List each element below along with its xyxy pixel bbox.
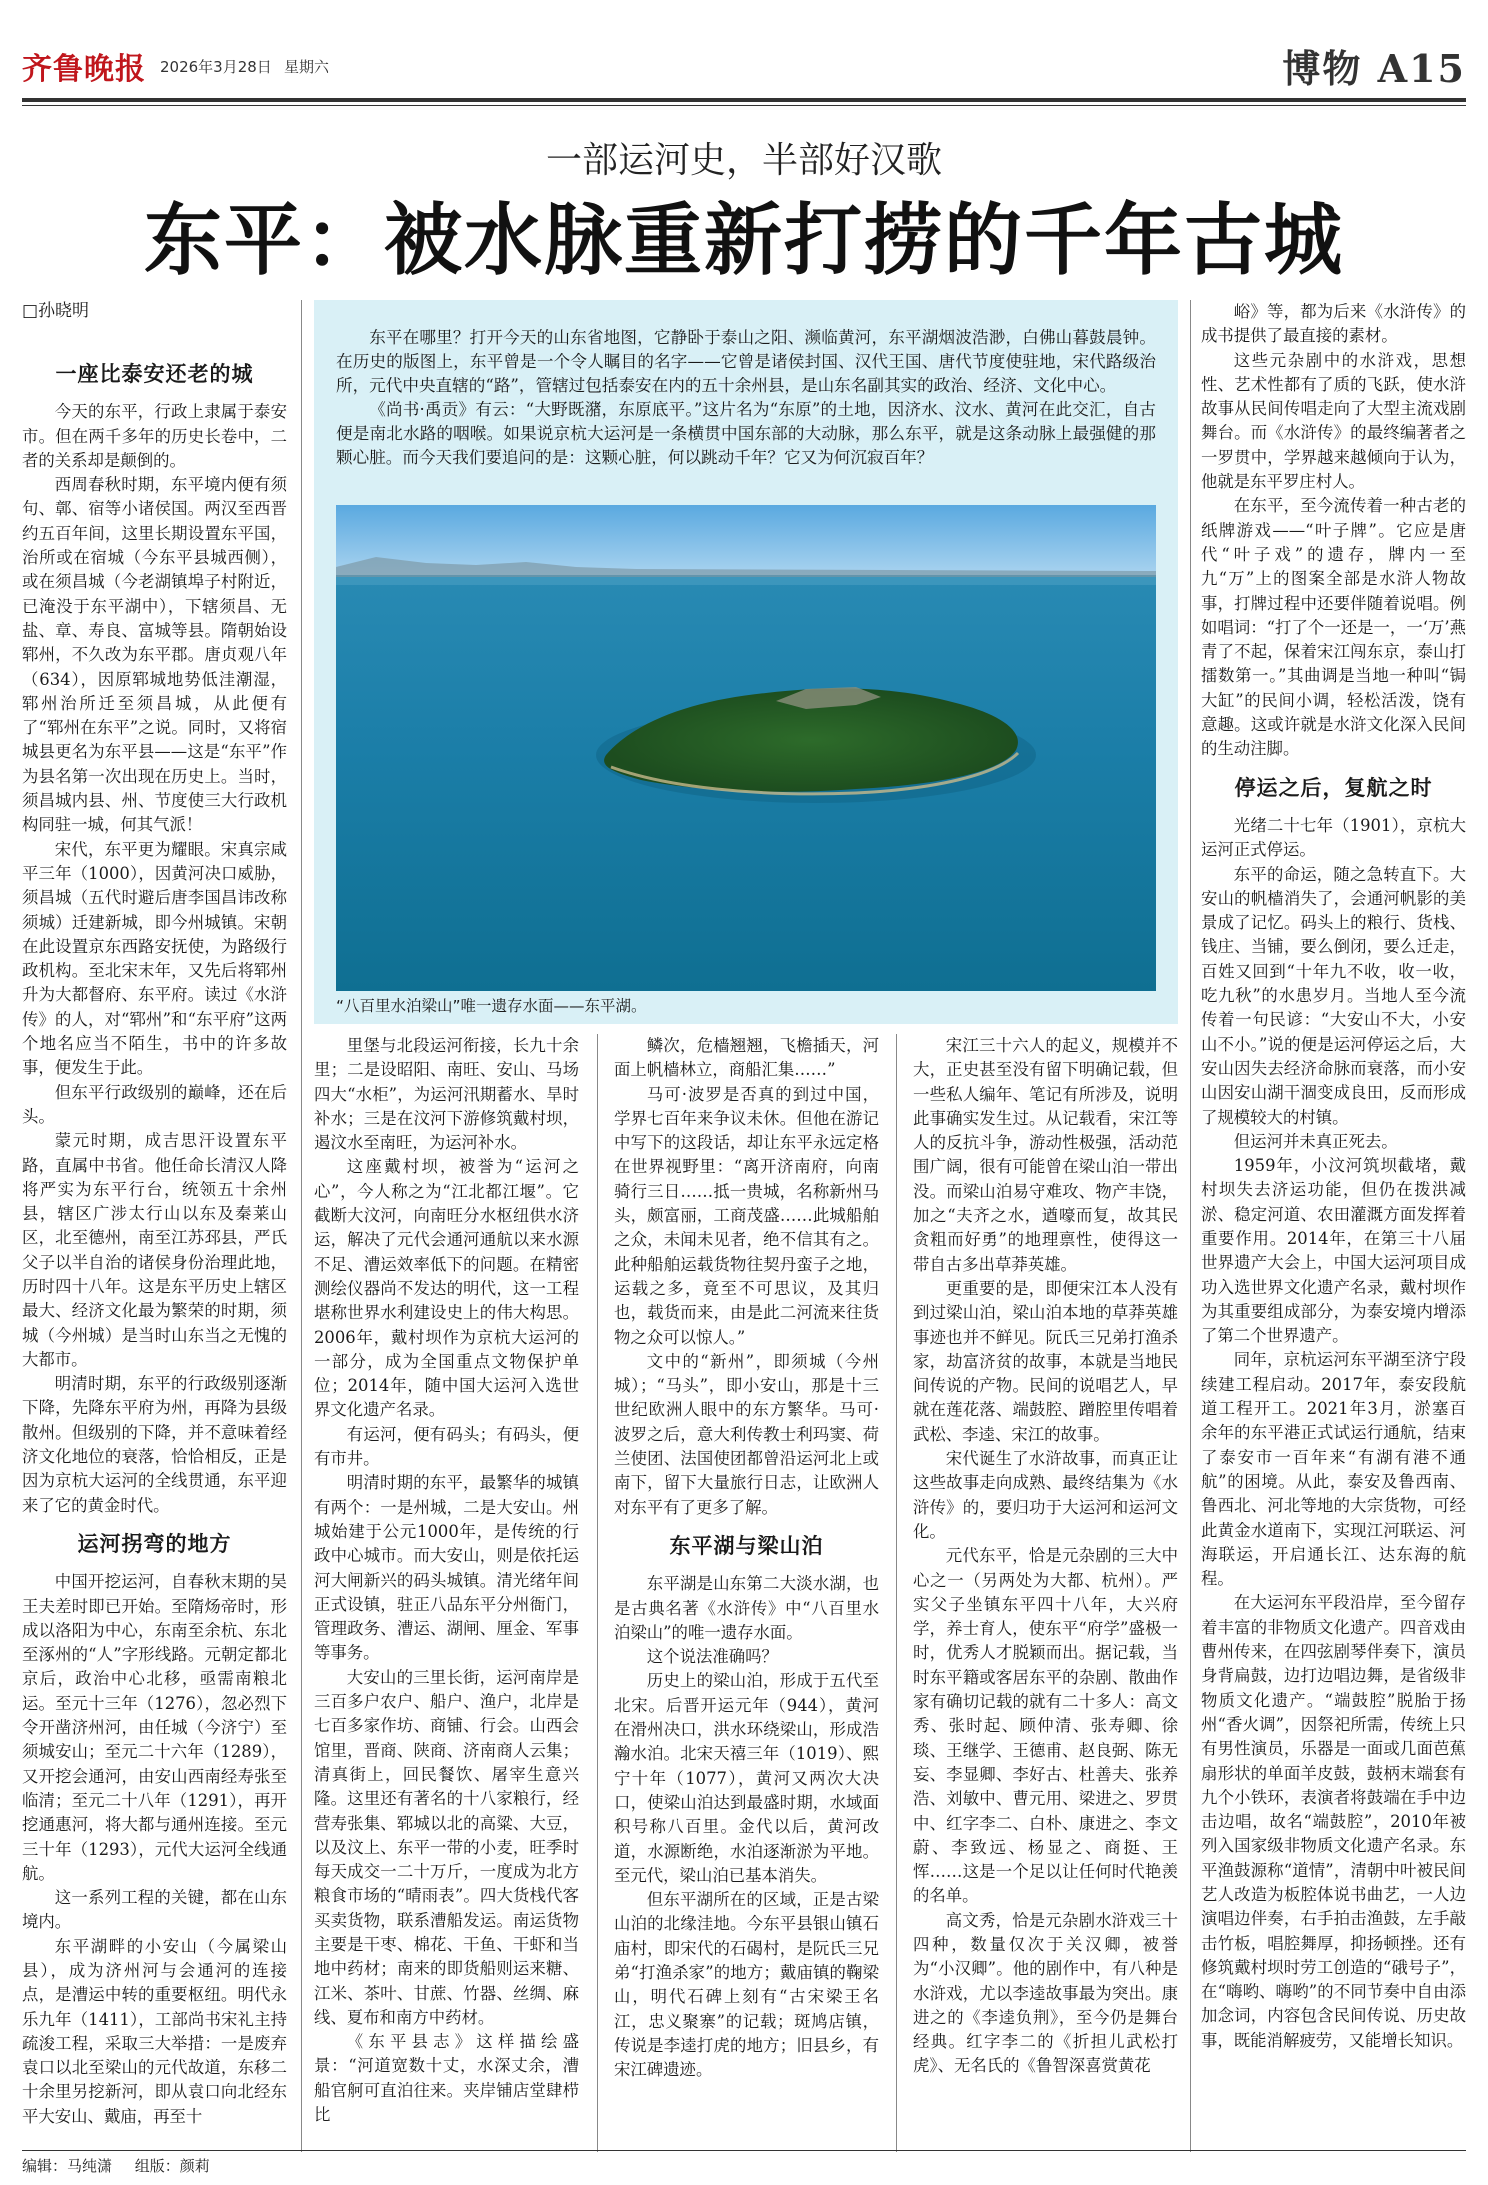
body-paragraph: 有运河，便有码头；有码头，便有市井。 [314, 1424, 579, 1469]
issue-weekday: 星期六 [284, 58, 330, 76]
article-subtitle: 一部运河史，半部好汉歌 [545, 140, 942, 181]
column-divider [301, 300, 302, 2152]
body-paragraph: 东平的命运，随之急转直下。大安山的帆樯消失了，会通河帆影的美景成了记忆。码头上的粮行、货栈、钱庄、当铺，要么倒闭，要么迁走，百姓又回到“十年九不收，收一收，吃九秋”的水患岁月。当地人至今流传着一句民谚：“大安山不大，小安山不小。”说的便是运河停运之后，大安山因失去经济命脉而衰落，而小安山因安山湖干涸变成良田，反而形成了规模较大的村镇。 [1201, 864, 1466, 1127]
body-paragraph: 但东平行政级别的巅峰，还在后头。 [22, 1082, 287, 1126]
body-paragraph: 在大运河东平段沿岸，至今留存着丰富的非物质文化遗产。四音戏由曹州传来，在四弦剧琴伴奏下，演员身背扁鼓，边打边唱边舞，是省级非物质文化遗产。“端鼓腔”脱胎于扬州“香火调”，因祭祀所需，传统上只有男性演员，乐器是一面或几面芭蕉扇形状的单面羊皮鼓，鼓柄末端套有九个小铁环，表演者将鼓端在手中边击边唱，故名“端鼓腔”，2010年被列入国家级非物质文化遗产名录。东平渔鼓源称“道情”，清朝中叶被民间艺人改造为板腔体说书曲艺，一人边演唱边伴奏，右手拍击渔鼓，左手敲击竹板，唱腔舞厚，抑扬顿挫。还有修筑戴村坝时劳工创造的“硪号子”，在“嗨哟、嗨哟”的不同节奏中自由添加念词，内容包含民间传说、历史故事，既能消解疲劳，又能增长知识。 [1201, 1593, 1466, 2050]
issue-date: 2026年3月28日 [160, 58, 272, 76]
intro-paragraph: 《尚书·禹贡》有云：“大野既潴，东原底平。”这片名为“东原”的土地，因济水、汶水、黄河在此交汇，自古便是南北水路的咽喉。如果说京杭大运河是一条横贯中国东部的大动脉，那么东平，就是这条动脉上最强健的那颗心脏。而今天我们要追问的是：这颗心脏，何以跳动千年？它又为何沉寂百年？ [336, 400, 1156, 467]
body-paragraph: 今天的东平，行政上隶属于泰安市。但在两千多年的历史长卷中，二者的关系却是颠倒的。 [22, 402, 287, 470]
body-paragraph: 鳞次，危樯翘翘，飞檐插天，河面上帆樯林立，商船汇集……” [614, 1036, 879, 1080]
body-paragraph: 宋代，东平更为耀眼。宋真宗咸平三年（1000），因黄河决口威胁，须昌城（五代时避后唐李国昌讳改称须城）迁建新城，即今州城镇。宋朝在此设置京东西路安抚使，为路级行政机构。至北宋末年，又先后将郓州升为大都督府、东平府。读过《水浒传》的人，对“郓州”和“东平府”这两个地名应当不陌生，书中的许多故事，便发生于此。 [22, 839, 287, 1078]
body-paragraph: 这一系列工程的关键，都在山东境内。 [22, 1888, 287, 1932]
section-heading: 运河拐弯的地方 [77, 1531, 232, 1556]
body-paragraph: 但运河并未真正死去。 [1233, 1131, 1398, 1151]
column-divider [896, 1034, 897, 2152]
body-paragraph: 文中的“新州”，即须城（今州城）；“马头”，即小安山，那是十三世纪欧洲人眼中的东方繁华。马可·波罗之后，意大利传教士利玛窦、荷兰使团、法国使团都曾沿运河北上或南下，留下大量旅行日志，让欧洲人对东平有了更多了解。 [614, 1351, 879, 1517]
body-paragraph: 东平湖畔的小安山（今属梁山县），成为济州河与会通河的连接点，是漕运中转的重要枢纽。明代永乐九年（1411），工部尚书宋礼主持疏浚工程，采取三大举措：一是废弃袁口以北至梁山的元代故道，东移二十余里另挖新河，即从袁口向北经东平大安山、戴庙，再至十 [22, 1936, 287, 2126]
footer-rule [22, 2150, 1466, 2151]
editor-credit: 编辑：马纯潇 [22, 2157, 113, 2175]
body-paragraph: 蒙元时期，成吉思汗设置东平路，直属中书省。他任命长清汉人降将严实为东平行台，统领五十余州县，辖区广涉太行山以东及秦莱山区，北至德州，南至江苏邳县，严氏父子以半自治的诸侯身份治理此地，历时四十八年。这是东平历史上辖区最大、经济文化最为繁荣的时期，须城（今州城）是当时山东当之无愧的大都市。 [22, 1131, 287, 1369]
body-paragraph: 大安山的三里长街，运河南岸是三百多户农户、船户、渔户，北岸是七百多家作坊、商铺、行会。山西会馆里，晋商、陕商、济南商人云集；清真街上，回民餐饮、屠宰生意兴隆。这里还有著名的十八家粮行，经营寿张集、郓城以北的高粱、大豆，以及汶上、东平一带的小麦，旺季时每天成交一二十万斤，一度成为北方粮食市场的“晴雨表”。四大货栈代客买卖货物，联系漕船发运。南运货物主要是干枣、棉花、干鱼、干虾和当地中药材；南来的即货船则运来糖、江米、茶叶、甘蔗、竹器、丝绸、麻线、夏布和南方中药材。 [314, 1667, 579, 2027]
body-paragraph: 明清时期，东平的行政级别逐渐下降，先降东平府为州，再降为县级散州。但级别的下降，并不意味着经济文化地位的衰落，恰恰相反，正是因为京杭大运河的全线贯通，东平迎来了它的黄金时代。 [22, 1374, 287, 1515]
body-paragraph: 同年，京杭运河东平湖至济宁段续建工程启动。2017年，泰安段航道工程开工。2021年3月，淤塞百余年的东平港正式试运行通航，结束了泰安市一百年来“有湖有港不通航”的困境。从此，泰安及鲁西南、鲁西北、河北等地的大宗货物，可经此黄金水道南下，实现江河联运、河海联运，开启通长江、达东海的航程。 [1201, 1350, 1466, 1589]
article-column-3 [614, 1034, 879, 2152]
section-heading: 东平湖与梁山泊 [669, 1533, 824, 1558]
masthead-rule-thin [22, 105, 1466, 106]
article-headline: 东平：被水脉重新打捞的千年古城 [143, 196, 1344, 286]
body-paragraph: 元代东平，恰是元杂剧的三大中心之一（另两处为大都、杭州）。严实父子坐镇东平四十八年，大兴府学，养士育人，使东平“府学”盛极一时，优秀人才脱颖而出。据记载，当时东平籍或客居东平的杂剧、散曲作家有确切记载的就有二十多人：高文秀、张时起、顾仲清、张寿卿、徐琰、王继学、王德甫、赵良弼、陈无妄、李显卿、李好古、杜善夫、张养浩、刘敏中、曹元用、梁进之、罗贯中、红字李二、白朴、康进之、李文蔚、李致远、杨显之、商挺、王恽……这是一个足以让任何时代艳羡的名单。 [913, 1546, 1178, 1906]
body-paragraph: 在东平，至今流传着一种古老的纸牌游戏——“叶子牌”。它应是唐代“叶子戏”的遗存，牌内一至九“万”上的图案全部是水浒人物故事，打牌过程中还要伴随着说唱。例如唱词：“打了个一还是一，一‘万’燕青了不起，保着宋江闯东京，泰山打擂数第一。”其曲调是当地一种叫“锔大缸”的民间小调，轻松活泼，饶有意趣。这或许就是水浒文化深入民间的生动注脚。 [1201, 496, 1466, 759]
lake-photo [336, 505, 1156, 991]
article-column-1 [22, 362, 287, 2152]
section-heading: 一座比泰安还老的城 [55, 362, 254, 386]
body-paragraph: 1959年，小汶河筑坝截堵，戴村坝失去济运功能，但仍在拨洪减淤、稳定河道、农田灌溉方面发挥着重要作用。2014年，在第三十八届世界遗产大会上，中国大运河项目成功入选世界文化遗产名录，戴村坝作为其重要组成部分，为泰安境内增添了第二个世界遗产。 [1201, 1156, 1466, 1346]
article-column-2 [314, 1034, 579, 2152]
body-paragraph: 这些元杂剧中的水浒戏，思想性、艺术性都有了质的飞跃，使水浒故事从民间传唱走向了大型主流戏剧舞台。而《水浒传》的最终编著者之一罗贯中，学界越来越倾向于认为，他就是东平罗庄村人。 [1201, 350, 1466, 492]
body-paragraph: 里堡与北段运河衔接，长九十余里；二是设昭阳、南旺、安山、马场四大“水柜”，为运河汛期蓄水、旱时补水；三是在汶河下游修筑戴村坝，遏汶水至南旺，为运河补水。 [314, 1036, 579, 1153]
body-paragraph: 这座戴村坝，被誉为“运河之心”，今人称之为“江北都江堰”。它截断大汶河，向南旺分水枢纽供水济运，解决了元代会通河通航以来水源不足、漕运效率低下的问题。在精密测绘仪器尚不发达的明代，这一工程堪称世界水利建设史上的伟大构思。2006年，戴村坝作为京杭大运河的一部分，成为全国重点文物保护单位；2014年，随中国大运河入选世界文化遗产名录。 [314, 1157, 579, 1420]
body-paragraph: 西周春秋时期，东平境内便有须句、鄣、宿等小诸侯国。两汉至西晋约五百年间，这里长期设置东平国，治所或在宿城（今东平县城西侧），或在须昌城（今老湖镇埠子村附近，已淹没于东平湖中），下辖须昌、无盐、章、寿良、富城等县。隋朝始设郓州，不久改为东平郡。唐贞观八年（634），因原郓城地势低洼潮湿，郓州治所迁至须昌城，从此便有了“郓州在东平”之说。同时，又将宿城县更名为东平县——这是“东平”作为县名第一次出现在历史上。当时，须昌城内县、州、节度使三大行政机构同驻一城，何其气派！ [22, 475, 287, 835]
layout-credit: 组版：颜莉 [134, 2157, 210, 2175]
page-footer [22, 2155, 210, 2176]
column-divider [597, 1034, 598, 2152]
intro-paragraph: 东平在哪里？打开今天的山东省地图，它静卧于泰山之阳、濒临黄河，东平湖烟波浩渺，白佛山暮鼓晨钟。在历史的版图上，东平曾是一个令人瞩目的名字——它曾是诸侯封国、汉代王国、唐代节度使驻地，宋代路级治所，元代中央直辖的“路”，管辖过包括泰安在内的五十余州县，是山东名副其实的政治、经济、文化中心。 [336, 328, 1156, 395]
article-column-5 [1201, 300, 1466, 2152]
body-paragraph: 《东平县志》这样描绘盛景：“河道宽数十丈，水深丈余，漕船官舸可直泊往来。夹岸铺店堂肆栉比 [314, 2032, 579, 2125]
body-paragraph: 东平湖是山东第二大淡水湖，也是古典名著《水浒传》中“八百里水泊梁山”的唯一遗存水面。 [614, 1574, 879, 1642]
body-paragraph: 中国开挖运河，自春秋末期的吴王夫差时即已开始。至隋炀帝时，形成以洛阳为中心，东南至余杭、东北至涿州的“人”字形线路。元朝定都北京后，政治中心北移，亟需南粮北运。至元十三年（1276），忽必烈下令开凿济州河，由任城（今济宁）至须城安山；至元二十六年（1289），又开挖会通河，由安山西南经寿张至临清；至元二十八年（1291），再开挖通惠河，将大都与通州连接。至元三十年（1293），元代大运河全线通航。 [22, 1572, 287, 1883]
body-paragraph: 更重要的是，即便宋江本人没有到过梁山泊，梁山泊本地的草莽英雄事迹也并不鲜见。阮氏三兄弟打渔杀家，劫富济贫的故事，本就是当地民间传说的产物。民间的说唱艺人，早就在莲花落、端鼓腔、蹭腔里传唱着武松、李逵、宋江的故事。 [913, 1278, 1178, 1444]
body-paragraph: 宋代诞生了水浒故事，而真正让这些故事走向成熟、最终结集为《水浒传》的，要归功于大运河和运河文化。 [913, 1449, 1178, 1541]
masthead-rule [22, 98, 1466, 102]
body-paragraph: 明清时期的东平，最繁华的城镇有两个：一是州城，二是大安山。州城始建于公元1000年，是传统的行政中心城市。而大安山，则是依托运河大闸新兴的码头城镇。清光绪年间正式设镇，驻正八品东平分州衙门，管理政务、漕运、湖闸、厘金、军事等事务。 [314, 1473, 579, 1663]
article-author: □孙晓明 [22, 301, 90, 321]
body-paragraph: 但东平湖所在的区域，正是古梁山泊的北缘洼地。今东平县银山镇石庙村，即宋代的石碣村，是阮氏三兄弟“打渔杀家”的地方；戴庙镇的鞠梁山，明代石碑上刻有“古宋梁王名江，忠义聚寨”的记载；斑鸠店镇，传说是李逵打虎的地方；旧县乡，有宋江碑遗迹。 [614, 1890, 879, 2080]
body-paragraph: 这个说法准确吗？ [646, 1647, 778, 1667]
body-paragraph: 光绪二十七年（1901），京杭大运河正式停运。 [1201, 815, 1466, 860]
section-heading: 停运之后，复航之时 [1234, 775, 1433, 800]
dongping-lake-island-image [336, 505, 1156, 991]
column-divider [1190, 300, 1191, 2152]
section-page: 博物 A15 [1282, 46, 1466, 91]
masthead [22, 34, 1466, 100]
body-paragraph: 峪》等，都为后来《水浒传》的成书提供了最直接的素材。 [1201, 302, 1466, 346]
body-paragraph: 马可·波罗是否真的到过中国，学界七百年来争议未休。但他在游记中写下的这段话，却让东平永远定格在世界视野里：“离开济南府，向南骑行三日……抵一贵城，名称新州马头，颇富丽，工商茂盛……此城船舶之众，未闻未见者，绝不信其有之。此种船舶运载货物往契丹蛮子之地，运载之多，竟至不可思议，及其归也，载货而来，由是此二河流来往货物之众可以惊人。” [614, 1084, 879, 1347]
body-paragraph: 历史上的梁山泊，形成于五代至北宋。后晋开运元年（944），黄河在滑州决口，洪水环绕梁山，形成浩瀚水泊。北宋天禧三年（1019）、熙宁十年（1077），黄河又两次大决口，使梁山泊达到最盛时期，水域面积号称八百里。金代以后，黄河改道，水源断绝，水泊逐渐淤为平地。至元代，梁山泊已基本消失。 [614, 1671, 879, 1885]
article-column-4 [913, 1034, 1178, 2152]
newspaper-logo: 齐鲁晚报 [22, 52, 146, 87]
photo-caption: “八百里水泊梁山”唯一遗存水面——东平湖。 [336, 997, 647, 1015]
body-paragraph: 高文秀，恰是元杂剧水浒戏三十四种，数量仅次于关汉卿，被誉为“小汉卿”。他的剧作中，有八种是水浒戏，尤以李逵故事最为突出。康进之的《李逵负荆》，至今仍是舞台经典。红字李二的《折担儿武松打虎》、无名氏的《鲁智深喜赏黄花 [913, 1910, 1178, 2076]
intro-box [314, 300, 1178, 1024]
body-paragraph: 宋江三十六人的起义，规模并不大，正史甚至没有留下明确记载，但一些私人编年、笔记有所涉及，说明此事确实发生过。从记载看，宋江等人的反抗斗争，游动性极强，活动范围广阔，很有可能曾在梁山泊一带出没。而梁山泊易守难攻、物产丰饶，加之“夫齐之水，遒嚎而复，故其民贪粗而好勇”的地理禀性，使得这一带自古多出草莽英雄。 [913, 1036, 1178, 1274]
